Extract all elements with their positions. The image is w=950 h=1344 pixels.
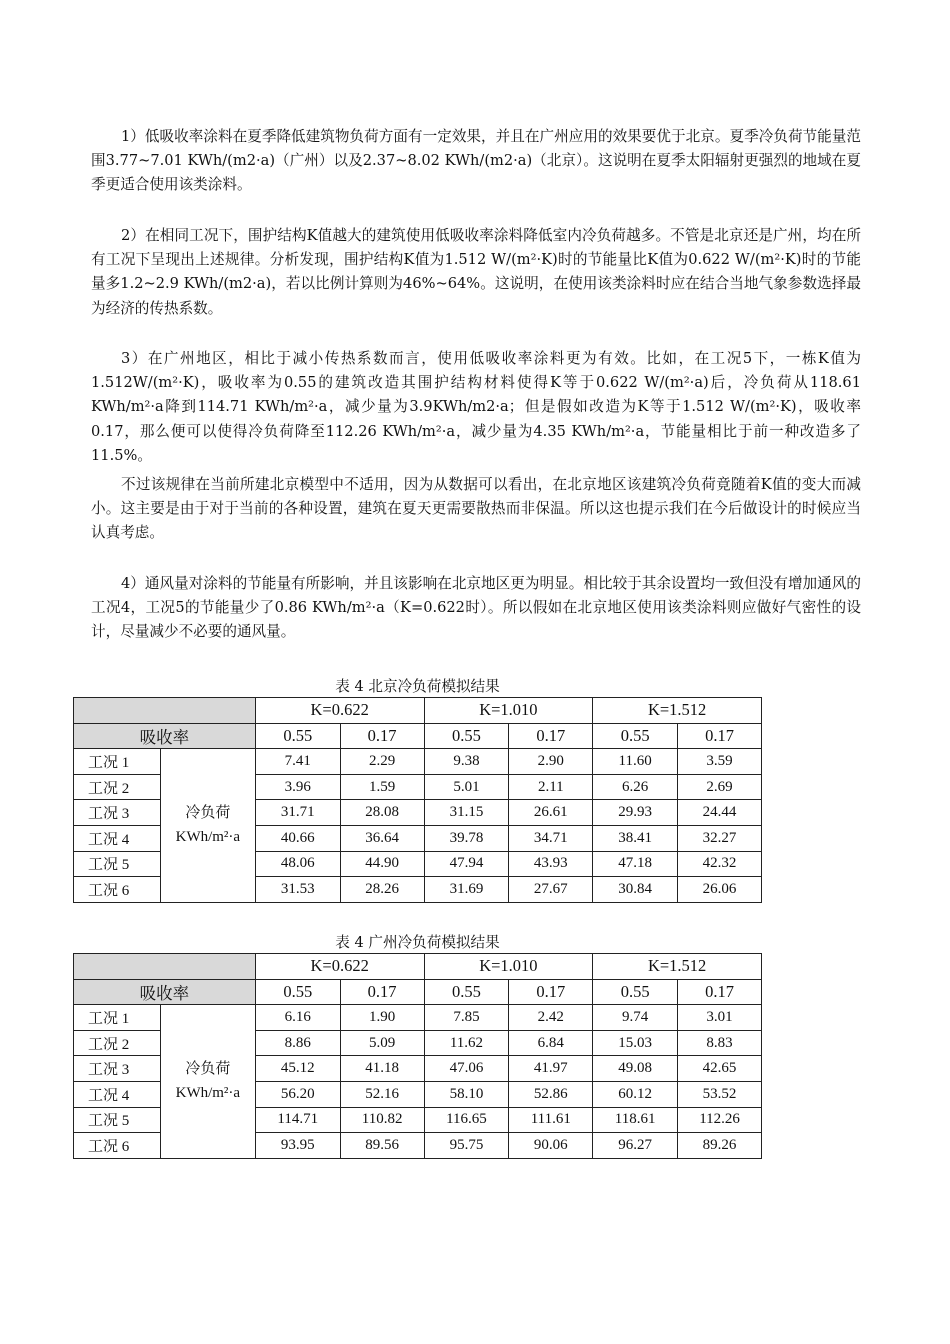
cell: 29.93 (593, 800, 678, 826)
cell: 11.62 (424, 1030, 509, 1056)
cell: 58.10 (424, 1081, 509, 1107)
absorb-value: 0.55 (424, 723, 509, 749)
unit-label: KWh/m²·a (175, 1085, 241, 1102)
paragraph-1: 1）低吸收率涂料在夏季降低建筑物负荷方面有一定效果，并且在广州应用的效果要优于北京。夏季冷负荷节能量范围3.77~7.01 KWh/(m2·a)（广州）以及2.37~8.02 KWh/(m2·a)（北京）。这说明在夏季太阳辐射更强烈的地域在夏季更适合使用该类涂料。 (91, 128, 861, 194)
cell: 31.15 (424, 800, 509, 826)
cell: 116.65 (424, 1107, 509, 1133)
cell: 2.90 (509, 749, 593, 775)
cell: 31.69 (424, 877, 509, 903)
cell: 2.69 (678, 774, 762, 800)
cell: 9.38 (424, 749, 509, 775)
cell: 90.06 (509, 1133, 593, 1159)
paragraph-2: 2）在相同工况下，围护结构K值越大的建筑使用低吸收率涂料降低室内冷负荷越多。不管是北京还是广州，均在所有工况下呈现出上述规律。分析发现，围护结构K值为1.512 W/(m²·K)时的节能量比K值为0.622 W/(m²·K)时的节能量多1.2~2.9 KWh/(m2·a)，若以比例计算则为46%~64%。这说明，在使用该类涂料时应在结合当地气象参数选择最为经济的传热系数。 (91, 227, 861, 317)
row-label: 工况 5 (74, 851, 161, 877)
cell: 114.71 (255, 1107, 340, 1133)
blank-header-cell (74, 698, 256, 724)
cell: 7.85 (424, 1005, 509, 1031)
absorb-value: 0.55 (593, 979, 678, 1005)
load-label: 冷负荷 (185, 805, 231, 822)
absorb-header-row (74, 979, 762, 1005)
cell: 11.60 (593, 749, 678, 775)
cell: 34.71 (509, 825, 593, 851)
cell: 47.06 (424, 1056, 509, 1082)
k-header: K=1.512 (593, 698, 762, 724)
cell: 31.53 (255, 877, 340, 903)
cell: 6.84 (509, 1030, 593, 1056)
row-label: 工况 4 (74, 1081, 161, 1107)
cell: 95.75 (424, 1133, 509, 1159)
cell: 3.96 (255, 774, 340, 800)
cell: 111.61 (509, 1107, 593, 1133)
cell: 36.64 (340, 825, 424, 851)
cell: 9.74 (593, 1005, 678, 1031)
absorb-label: 吸收率 (74, 979, 256, 1005)
cell: 2.29 (340, 749, 424, 775)
cell: 1.59 (340, 774, 424, 800)
row-label: 工况 3 (74, 1056, 161, 1082)
k-header: K=0.622 (255, 954, 424, 980)
cell: 93.95 (255, 1133, 340, 1159)
cell: 3.59 (678, 749, 762, 775)
cell: 6.16 (255, 1005, 340, 1031)
table-guangzhou (73, 953, 762, 1159)
cell: 41.18 (340, 1056, 424, 1082)
row-label: 工况 3 (74, 800, 161, 826)
cell: 24.44 (678, 800, 762, 826)
absorb-value: 0.55 (424, 979, 509, 1005)
k-header-row (74, 698, 762, 724)
cell: 60.12 (593, 1081, 678, 1107)
cell: 96.27 (593, 1133, 678, 1159)
absorb-value: 0.17 (340, 723, 424, 749)
k-header: K=1.010 (424, 954, 593, 980)
cell: 32.27 (678, 825, 762, 851)
cell: 8.83 (678, 1030, 762, 1056)
k-header: K=0.622 (255, 698, 424, 724)
cell: 8.86 (255, 1030, 340, 1056)
table-beijing (73, 697, 762, 903)
absorb-header-row (74, 723, 762, 749)
table-caption-guangzhou: 表 4 广州冷负荷模拟结果 (335, 934, 500, 951)
row-label: 工况 6 (74, 877, 161, 903)
k-header: K=1.512 (593, 954, 762, 980)
cell: 53.52 (678, 1081, 762, 1107)
absorb-value: 0.17 (509, 979, 593, 1005)
cell: 38.41 (593, 825, 678, 851)
absorb-value: 0.17 (340, 979, 424, 1005)
cell: 28.08 (340, 800, 424, 826)
cell: 112.26 (678, 1107, 762, 1133)
cell: 6.26 (593, 774, 678, 800)
cell: 110.82 (340, 1107, 424, 1133)
cell: 44.90 (340, 851, 424, 877)
cell: 2.42 (509, 1005, 593, 1031)
row-label: 工况 2 (74, 1030, 161, 1056)
absorb-value: 0.55 (255, 723, 340, 749)
blank-header-cell (74, 954, 256, 980)
cell: 5.01 (424, 774, 509, 800)
absorb-label: 吸收率 (74, 723, 256, 749)
row-label: 工况 1 (74, 749, 161, 775)
row-label: 工况 2 (74, 774, 161, 800)
cell: 28.26 (340, 877, 424, 903)
cell: 89.26 (678, 1133, 762, 1159)
absorb-value: 0.55 (593, 723, 678, 749)
table-caption-beijing: 表 4 北京冷负荷模拟结果 (335, 678, 500, 695)
cell: 27.67 (509, 877, 593, 903)
cell: 30.84 (593, 877, 678, 903)
row-label: 工况 5 (74, 1107, 161, 1133)
cell: 1.90 (340, 1005, 424, 1031)
cell: 43.93 (509, 851, 593, 877)
row-label: 工况 1 (74, 1005, 161, 1031)
load-unit-cell (160, 1005, 255, 1159)
cell: 42.65 (678, 1056, 762, 1082)
cell: 47.94 (424, 851, 509, 877)
cell: 2.11 (509, 774, 593, 800)
table-row (74, 1005, 762, 1031)
absorb-value: 0.17 (509, 723, 593, 749)
cell: 5.09 (340, 1030, 424, 1056)
cell: 47.18 (593, 851, 678, 877)
k-header-row (74, 954, 762, 980)
cell: 45.12 (255, 1056, 340, 1082)
cell: 52.86 (509, 1081, 593, 1107)
cell: 52.16 (340, 1081, 424, 1107)
row-label: 工况 4 (74, 825, 161, 851)
cell: 15.03 (593, 1030, 678, 1056)
cell: 41.97 (509, 1056, 593, 1082)
table-row (74, 749, 762, 775)
cell: 26.06 (678, 877, 762, 903)
cell: 49.08 (593, 1056, 678, 1082)
cell: 118.61 (593, 1107, 678, 1133)
paragraph-3: 3）在广州地区，相比于减小传热系数而言，使用低吸收率涂料更为有效。比如，在工况5下，一栋K值为1.512W/(m²·K)，吸收率为0.55的建筑改造其围护结构材料使得K等于0.622 W/(m²·a)后，冷负荷从118.61 KWh/m²·a降到114.71 KWh/m²·a，减少量为3.9KWh/m2·a；但是假如改造为K等于1.512 W/(m²·K)，吸收率0.17，那么便可以使得冷负荷降至112.26 KWh/m²·a，减少量为4.35 KWh/m²·a，节能量相比于前一种改造多了11.5%。 (91, 350, 861, 464)
paragraph-4: 不过该规律在当前所建北京模型中不适用，因为从数据可以看出，在北京地区该建筑冷负荷竟随着K值的变大而减小。这主要是由于对于当前的各种设置，建筑在夏天更需要散热而非保温。所以这也提示我们在今后做设计的时候应当认真考虑。 (91, 476, 861, 542)
cell: 26.61 (509, 800, 593, 826)
absorb-value: 0.17 (678, 979, 762, 1005)
cell: 3.01 (678, 1005, 762, 1031)
cell: 39.78 (424, 825, 509, 851)
cell: 7.41 (255, 749, 340, 775)
row-label: 工况 6 (74, 1133, 161, 1159)
cell: 40.66 (255, 825, 340, 851)
cell: 89.56 (340, 1133, 424, 1159)
cell: 31.71 (255, 800, 340, 826)
unit-label: KWh/m²·a (175, 829, 241, 846)
load-unit-cell (160, 749, 255, 903)
absorb-value: 0.17 (678, 723, 762, 749)
cell: 56.20 (255, 1081, 340, 1107)
k-header: K=1.010 (424, 698, 593, 724)
cell: 48.06 (255, 851, 340, 877)
paragraph-5: 4）通风量对涂料的节能量有所影响，并且该影响在北京地区更为明显。相比较于其余设置均一致但没有增加通风的工况4，工况5的节能量少了0.86 KWh/m²·a（K=0.622时）。所以假如在北京地区使用该类涂料则应做好气密性的设计，尽量减少不必要的通风量。 (91, 575, 861, 641)
absorb-value: 0.55 (255, 979, 340, 1005)
load-label: 冷负荷 (185, 1061, 231, 1078)
cell: 42.32 (678, 851, 762, 877)
